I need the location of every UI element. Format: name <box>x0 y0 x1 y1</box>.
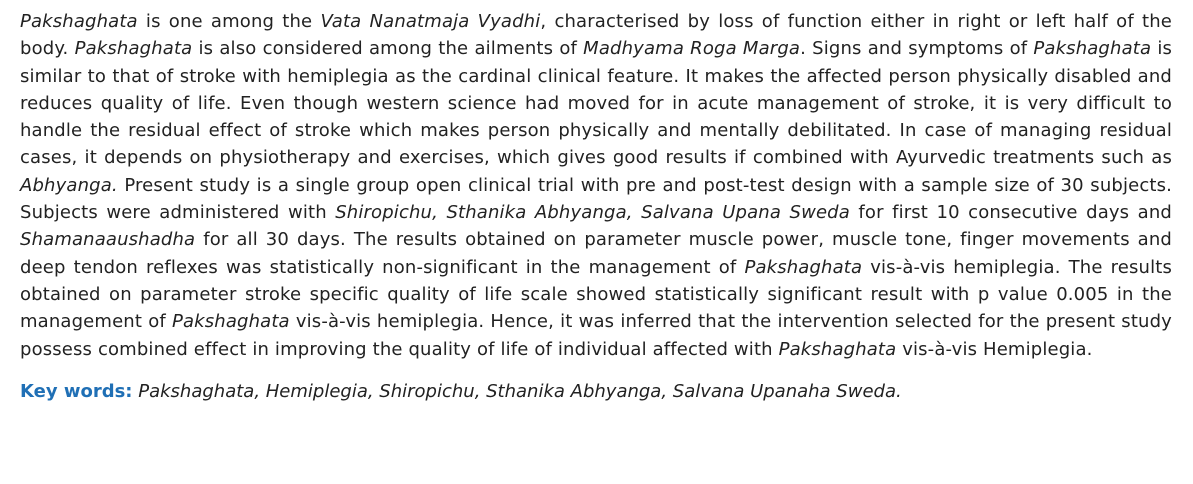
term-pakshaghata: Pakshaghata <box>20 11 138 32</box>
term-abhyanga: Abhyanga. <box>20 174 118 196</box>
term-pakshaghata: Pakshaghata <box>74 38 193 60</box>
abstract-text: vis-à-vis Hemiplegia. <box>896 338 1093 360</box>
keywords-list: Pakshaghata, Hemiplegia, Shiropichu, Sthanika Abhyanga, Salvana Upanaha Sweda. <box>132 380 902 402</box>
abstract-text: is similar to that of stroke with hemiplegia as the cardinal clinical feature. It makes the affected person physically disabled and reduces quality of life. Even though western science had moved for in acute management of stroke, it is very difficult to handle the residual effect of stroke which makes person physically and mentally debilitated. In case of managing residual cases, it depends on physiotherapy and exercises, which gives good results if combined with Ayurvedic treatments such as <box>20 38 1172 169</box>
abstract-page <box>20 8 1172 405</box>
abstract-text: , characterised by loss of function either in right or left half of the body. <box>20 11 1172 60</box>
abstract-text: Present study is a single group open clinical trial with pre and post-test design with a sample size of 30 subjects. Subjects were administered with <box>20 174 1172 224</box>
term-treatments: Shiropichu, Sthanika Abhyanga, Salvana Upana Sweda <box>335 202 850 224</box>
abstract-text: is also considered among the ailments of <box>192 38 584 60</box>
term-pakshaghata: Pakshaghata <box>744 256 863 278</box>
term-pakshaghata: Pakshaghata <box>171 311 290 333</box>
abstract-paragraph <box>20 8 1172 363</box>
abstract-text: vis-à-vis hemiplegia. The results obtained on parameter stroke specific quality of life scale showed statistically significant result with p value 0.005 in the management of <box>20 256 1172 333</box>
term-shamanaaushadha: Shamanaaushadha <box>20 229 196 251</box>
term-pakshaghata: Pakshaghata <box>778 338 897 360</box>
abstract-text: is one among the <box>137 11 321 32</box>
abstract-text: . Signs and symptoms of <box>800 38 1034 60</box>
term-madhyama-roga-marga: Madhyama Roga Marga <box>583 38 801 60</box>
abstract-text: vis-à-vis hemiplegia. Hence, it was inferred that the intervention selected for the present study possess combined effect in improving the quality of life of individual affected with <box>20 311 1172 360</box>
keywords-label: Key words: <box>20 380 133 402</box>
abstract-text: for all 30 days. The results obtained on parameter muscle power, muscle tone, finger movements and deep tendon reflexes was statistically non-significant in the management of <box>20 229 1172 278</box>
term-pakshaghata: Pakshaghata <box>1033 38 1152 60</box>
term-vata-nanatmaja-vyadhi: Vata Nanatmaja Vyadhi <box>320 11 541 32</box>
keywords-line <box>20 378 1172 405</box>
abstract-text: for first 10 consecutive days and <box>849 202 1172 224</box>
